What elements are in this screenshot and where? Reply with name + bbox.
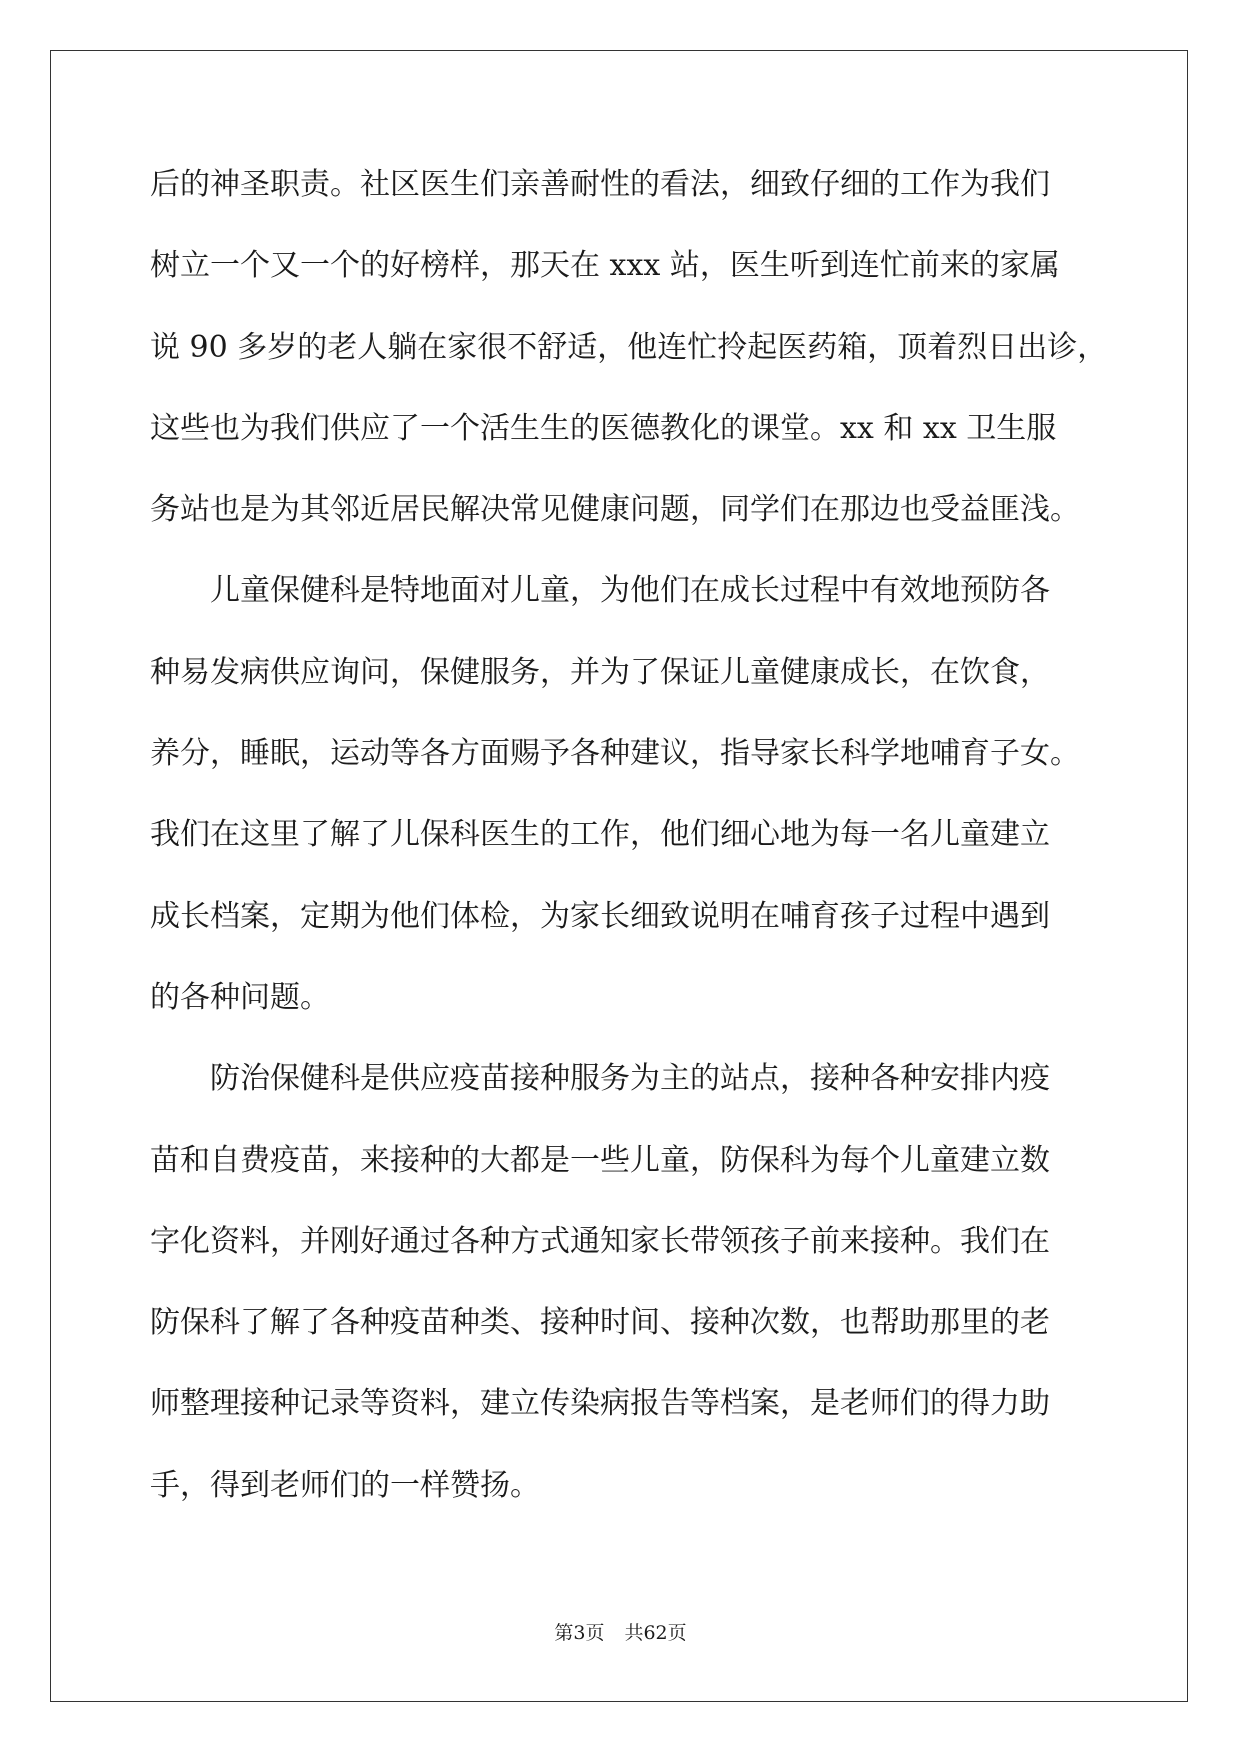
text-line: 说 90 多岁的老人躺在家很不舒适，他连忙拎起医药箱，顶着烈日出诊， — [150, 329, 1108, 365]
document-body — [150, 160, 1108, 1542]
text-line: 养分，睡眠，运动等各方面赐予各种建议，指导家长科学地哺育子女。 — [150, 736, 1080, 772]
page-footer — [0, 1618, 1241, 1645]
total-pages-label: 共62页 — [624, 1622, 687, 1644]
text-line: 务站也是为其邻近居民解决常见健康问题，同学们在那边也受益匪浅。 — [150, 492, 1080, 528]
text-line: 师整理接种记录等资料，建立传染病报告等档案，是老师们的得力助 — [150, 1386, 1050, 1422]
text-line: 我们在这里了解了儿保科医生的工作，他们细心地为每一名儿童建立 — [150, 817, 1050, 853]
text-line: 种易发病供应询问，保健服务，并为了保证儿童健康成长，在饮食， — [150, 654, 1050, 690]
text-line: 苗和自费疫苗，来接种的大都是一些儿童，防保科为每个儿童建立数 — [150, 1142, 1050, 1178]
current-page-label: 第3页 — [554, 1622, 605, 1644]
text-line: 成长档案，定期为他们体检，为家长细致说明在哺育孩子过程中遇到 — [150, 898, 1050, 934]
text-line: 儿童保健科是特地面对儿童，为他们在成长过程中有效地预防各 — [210, 573, 1050, 609]
text-line: 防治保健科是供应疫苗接种服务为主的站点，接种各种安排内疫 — [210, 1061, 1050, 1097]
text-line: 防保科了解了各种疫苗种类、接种时间、接种次数，也帮助那里的老 — [150, 1305, 1050, 1341]
text-line: 后的神圣职责。社区医生们亲善耐性的看法，细致仔细的工作为我们 — [150, 167, 1050, 202]
text-line: 字化资料，并刚好通过各种方式通知家长带领孩子前来接种。我们在 — [150, 1223, 1050, 1259]
text-line: 手，得到老师们的一样赞扬。 — [150, 1467, 540, 1503]
text-line: 树立一个又一个的好榜样，那天在 xxx 站，医生听到连忙前来的家属 — [150, 248, 1060, 284]
text-line: 的各种问题。 — [150, 979, 330, 1015]
text-line: 这些也为我们供应了一个活生生的医德教化的课堂。xx 和 xx 卫生服 — [150, 410, 1057, 446]
